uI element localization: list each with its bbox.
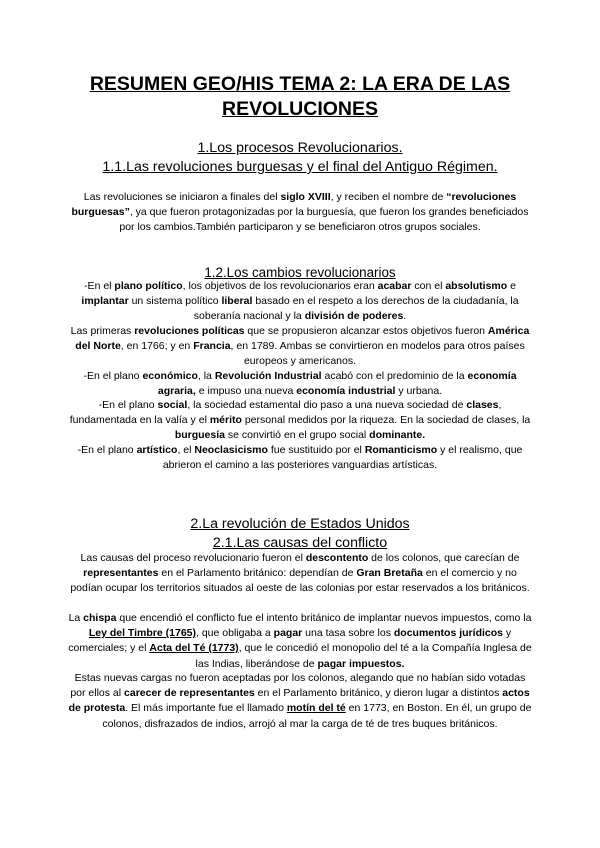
- section-1-heading: 1.Los procesos Revolucionarios.: [197, 140, 403, 156]
- paragraph-1-2-artistic: -En el plano artístico, el Neoclasicismo fue sustituido por el Romanticismo y el realismo, que abrieron el camino a las posteriores vanguardias artísticas.: [77, 444, 523, 472]
- paragraph-1-1: Las revoluciones se iniciaron a finales del siglo XVIII, y reciben el nombre de “revoluciones burguesas”, ya que fueron protagonizadas por la burguesía, que fueron los grandes beneficiados por los cambios.También participaron y se beneficiaron otros grupos sociales.: [71, 191, 529, 234]
- paragraph-1-2-political: -En el plano político, los objetivos de los revolucionarios eran acabar con el absolutismo e implantar un sistema político liberal basado en el respeto a los derechos de la ciudadanía, la soberanía nacional y la división de poderes.: [81, 280, 519, 323]
- document-title: RESUMEN GEO/HIS TEMA 2: LA ERA DE LAS REVOLUCIONES: [89, 73, 511, 120]
- section-1-1-heading: 1.1.Las revoluciones burguesas y el final del Antiguo Régimen.: [102, 159, 498, 175]
- section-1-2-heading: 1.2.Los cambios revolucionarios: [204, 265, 396, 280]
- paragraph-2-1-causes: Las causas del proceso revolucionario fueron el descontento de los colonos, que carecían de representantes en el Parlamento británico: dependían de Gran Bretaña en el comercio y no podían ocupar los territorios situados al oeste de las colonias por estar reservados a los británicos.: [70, 552, 530, 595]
- section-2-heading: 2.La revolución de Estados Unidos: [190, 516, 410, 532]
- paragraph-1-2-social: -En el plano social, la sociedad estamental dio paso a una nueva sociedad de clases, fundamentada en la valía y el mérito personal medidos por la riqueza. En la sociedad de clases, la burguesía se convirtió en el grupo social dominante.: [69, 399, 531, 442]
- paragraph-1-2-revolutions: Las primeras revoluciones políticas que se propusieron alcanzar estos objetivos fueron América del Norte, en 1766; y en Francia, en 1789. Ambas se convirtieron en modelos para otros países europeos y americanos.: [70, 325, 530, 368]
- paragraph-2-1-protest: Estas nuevas cargas no fueron aceptadas por los colonos, alegando que no habían sido votadas por ellos al carecer de representantes en el Parlamento británico, y dieron lugar a distintos actos de protesta. El más importante fue el llamado motín del té en 1773, en Boston. En él, un grupo de colonos, disfrazados de indios, arrojó al mar la carga de té de tres buques británicos.: [68, 672, 532, 730]
- paragraph-2-1-spark: La chispa que encendió el conflicto fue el intento británico de implantar nuevos impuestos, como la Ley del Timbre (1765), que obligaba a pagar una tasa sobre los documentos jurídicos y comerciales; y el Acta del Té (1773), que le concedió el monopolio del té a la Compañía Inglesa de las Indias, liberándose de pagar impuestos.: [68, 612, 532, 670]
- section-2-1-heading: 2.1.Las causas del conflicto: [212, 535, 388, 551]
- paragraph-1-2-economic: -En el plano económico, la Revolución Industrial acabó con el predominio de la economía agraria, e impuso una nueva economía industrial y urbana.: [83, 370, 517, 398]
